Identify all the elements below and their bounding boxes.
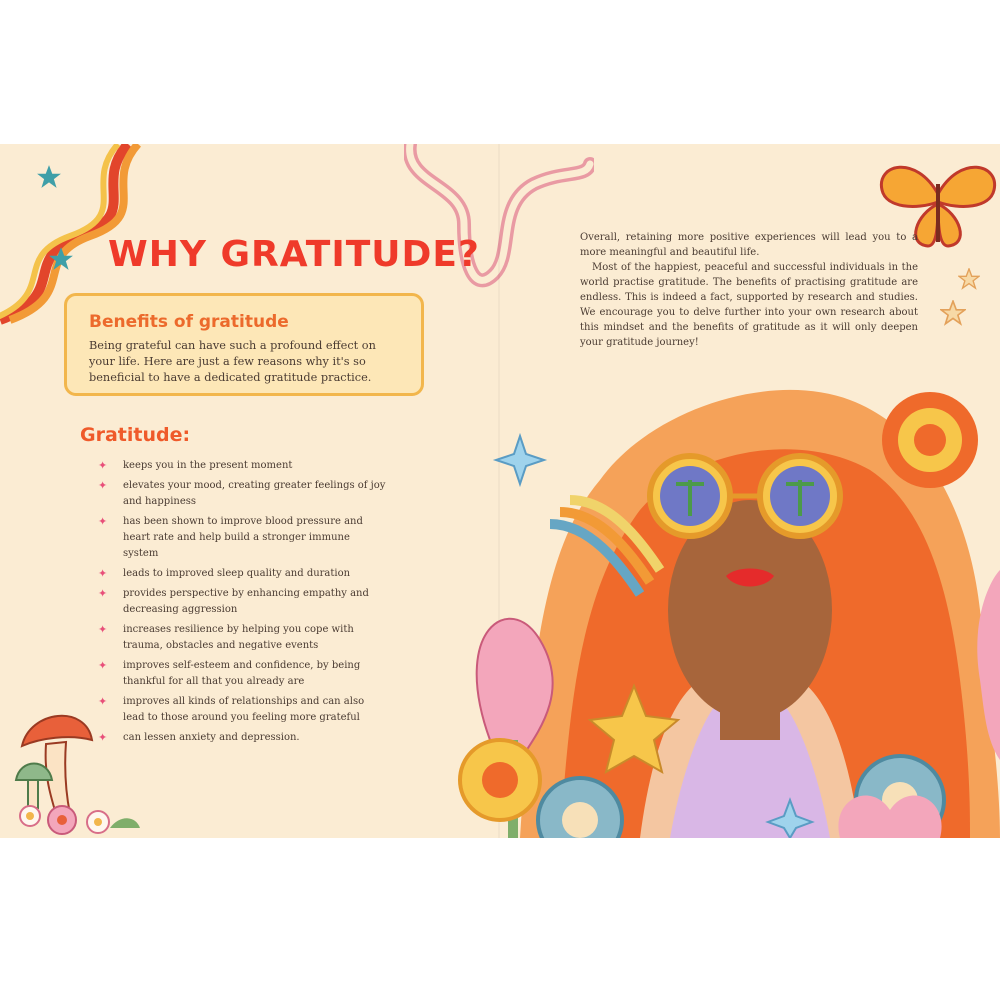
list-item xyxy=(98,458,388,474)
sparkle-icon: ✦ xyxy=(98,587,108,600)
sparkle-icon: ✦ xyxy=(98,659,108,672)
mushroom-art xyxy=(0,704,150,838)
list-item-text: keeps you in the present moment xyxy=(123,460,293,471)
star-icon xyxy=(958,268,980,290)
sparkle-icon: ✦ xyxy=(98,515,108,528)
list-item xyxy=(98,622,388,654)
list-item-text: improves all kinds of relationships and can also lead to those around you feeling more grateful xyxy=(123,696,365,723)
list-item-text: provides perspective by enhancing empathy and decreasing aggression xyxy=(123,588,369,615)
list-item-text: improves self-esteem and confidence, by being thankful for all that you already are xyxy=(123,660,361,687)
list-item xyxy=(98,586,388,618)
sparkle-icon: ✦ xyxy=(98,623,108,636)
sparkle-icon: ✦ xyxy=(98,695,108,708)
list-item xyxy=(98,566,388,582)
list-item-text: can lessen anxiety and depression. xyxy=(123,732,300,743)
benefits-heading: Benefits of gratitude xyxy=(89,312,289,332)
star-icon xyxy=(48,246,74,272)
sparkle-icon: ✦ xyxy=(98,567,108,580)
star-icon xyxy=(940,300,966,326)
sparkle-icon: ✦ xyxy=(98,731,108,744)
list-item-text: increases resilience by helping you cope with trauma, obstacles and negative events xyxy=(123,624,354,651)
list-item xyxy=(98,514,388,562)
benefits-body: Being grateful can have such a profound effect on your life. Here are just a few reasons why it's so beneficial to have a dedicated gratitude practice. xyxy=(89,339,376,384)
sparkle-icon: ✦ xyxy=(98,459,108,472)
list-item-text: leads to improved sleep quality and duration xyxy=(123,568,351,579)
star-icon xyxy=(36,164,62,190)
gratitude-heading: Gratitude: xyxy=(80,424,191,446)
page-title: WHY GRATITUDE? xyxy=(108,234,480,275)
woman-with-sunglasses-illustration xyxy=(370,380,1000,838)
sparkle-icon: ✦ xyxy=(98,479,108,492)
book-spread xyxy=(0,144,1000,838)
list-item xyxy=(98,658,388,690)
list-item-text: has been shown to improve blood pressure and heart rate and help build a stronger immune system xyxy=(123,516,363,559)
paragraph: Most of the happiest, peaceful and successful individuals in the world practise gratitude. The benefits of practising gratitude are endless. This is indeed a fact, supported by research and studies. We encourage you to delve further into your own research about this mindset and the benefits of gratitude as it will only deepen your gratitude journey! xyxy=(580,262,918,348)
right-page-text xyxy=(580,230,918,350)
list-item xyxy=(98,478,388,510)
paragraph: Overall, retaining more positive experiences will lead you to a more meaningful and beautiful life. xyxy=(580,232,918,258)
list-item-text: elevates your mood, creating greater feelings of joy and happiness xyxy=(123,480,386,507)
